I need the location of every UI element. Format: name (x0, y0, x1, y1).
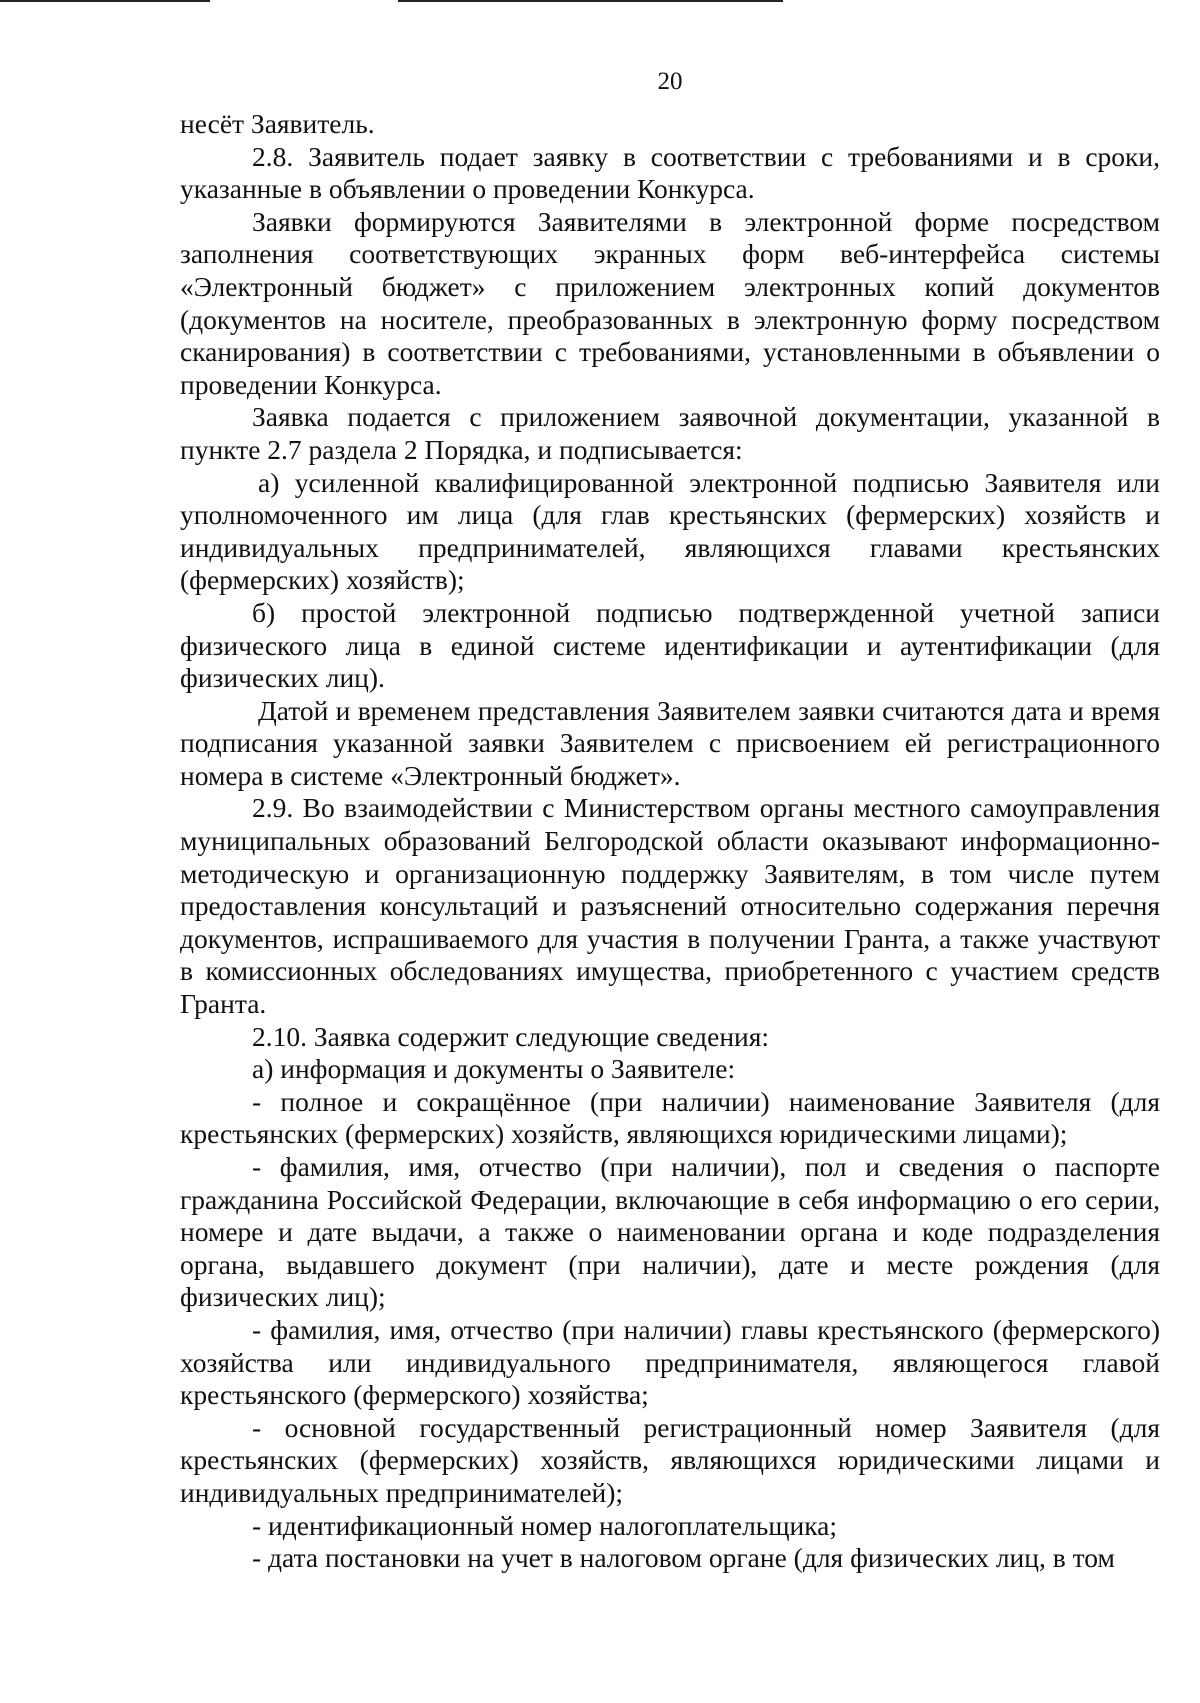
document-body (180, 108, 1160, 1575)
paragraph: несёт Заявитель. (180, 108, 375, 139)
list-item: - идентификационный номер налогоплательщика; (252, 1509, 838, 1541)
paragraph: 2.8. Заявитель подает заявку в соответствии с требованиями и в сроки, указанные в объявлении о проведении Конкурса. (180, 140, 1160, 205)
list-item: а) информация и документы о Заявителе: (252, 1053, 736, 1085)
paragraph: Заявка подается с приложением заявочной документации, указанной в пункте 2.7 раздела 2 Порядка, и подписывается: (180, 401, 1160, 465)
list-item: - полное и сокращённое (при наличии) наименование Заявителя (для крестьянских (фермерских) хозяйств, являющихся юридическими лицами); (180, 1085, 1160, 1150)
list-item: - фамилия, имя, отчество (при наличии) главы крестьянского (фермерского) хозяйства или индивидуального предпринимателя, являющегося главой крестьянского (фермерского) хозяйства; (180, 1313, 1160, 1411)
scan-edge-line (398, 0, 783, 2)
paragraph: Заявки формируются Заявителями в электронной форме посредством заполнения соответствующих экранных форм веб-интерфейса системы «Электронный бюджет» с приложением электронных копий документов (документов на носителе, преобразованных в электронную форму посредством сканирования) в соответствии с требованиями, установленными в объявлении о проведении Конкурса. (180, 205, 1160, 400)
scan-edge-line (0, 0, 210, 2)
list-item: - дата постановки на учет в налоговом органе (для физических лиц, в том (252, 1542, 1115, 1574)
list-item: а) усиленной квалифицированной электронной подписью Заявителя или уполномоченного им лица (для глав крестьянских (фермерских) хозяйств и индивидуальных предпринимателей, являющихся главами крестьянских (фермерских) хозяйств); (180, 466, 1160, 596)
paragraph: 2.10. Заявка содержит следующие сведения: (252, 1020, 770, 1052)
list-item: - основной государственный регистрационный номер Заявителя (для крестьянских (фермерских) хозяйств, являющихся юридическими лицами и индивидуальных предпринимателей); (180, 1411, 1160, 1508)
list-item: - фамилия, имя, отчество (при наличии), пол и сведения о паспорте гражданина Российской Федерации, включающие в себя информацию о его серии, номере и дате выдачи, а также о наименовании органа и коде подразделения органа, выдавшего документ (при наличии), дате и месте рождения (для физических лиц); (180, 1151, 1160, 1313)
list-item: б) простой электронной подписью подтвержденной учетной записи физического лица в единой системе идентификации и аутентификации (для физических лиц). (180, 596, 1160, 694)
paragraph: 2.9. Во взаимодействии с Министерством органы местного самоуправления муниципальных образований Белгородской области оказывают информационно-методическую и организационную поддержку Заявителям, в том числе путем предоставления консультаций и разъяснений относительно содержания перечня документов, испрашиваемого для участия в получении Гранта, а также участвуют в комиссионных обследованиях имущества, приобретенного с участием средств Гранта. (180, 792, 1160, 1020)
page-number: 20 (657, 68, 683, 95)
paragraph: Датой и временем представления Заявителем заявки считаются дата и время подписания указанной заявки Заявителем с присвоением ей регистрационного номера в системе «Электронный бюджет». (180, 694, 1160, 791)
